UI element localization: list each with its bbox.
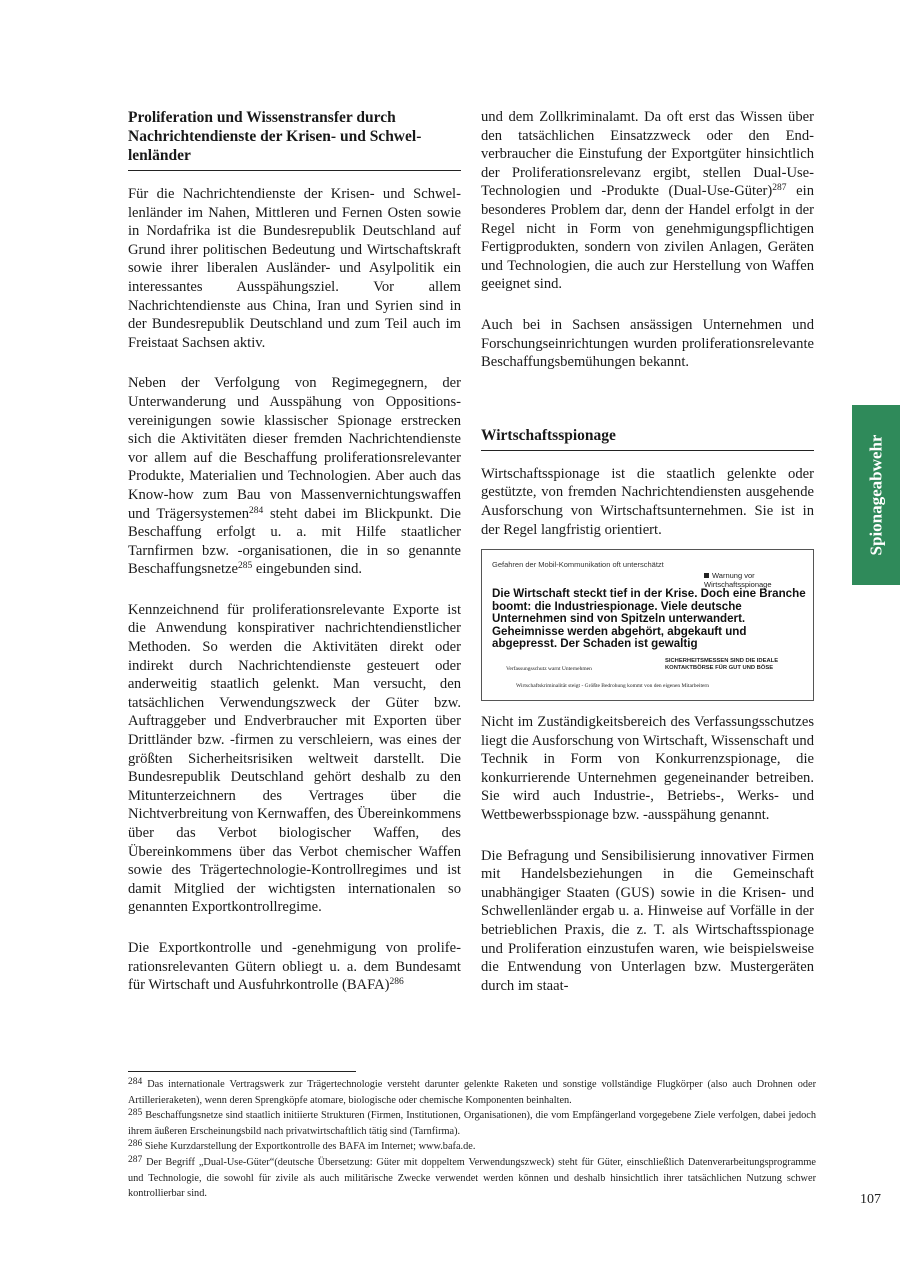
footnote-number: 286: [128, 1139, 143, 1150]
paragraph-text: und dem Zollkriminalamt. Da oft erst das Wissen über den tatsächlichen Einsatzzweck oder den Endverbraucher die Einstufung der Exportgüter hinsichtlich der Proliferationsrelevanz ergibt, stellen Dual-Use-Technologien und -Produkte (Dual-Use-Güter): [481, 109, 814, 200]
paragraph: Auch bei in Sachsen ansässigen Unternehmen und Forschungseinrichtungen wurden proliferationsrelevante Beschaffungsbemühungen bekannt.: [481, 316, 814, 371]
clipping-warning-line: Warnung vor: [712, 571, 755, 581]
clipping-main-headline: Die Wirtschaft steckt tief in der Krise. Doch eine Branche boomt: die Industriespionage. Viele deutsche Unternehmen sind von Spitzeln unterwandert. Geheimnisse werden abgehört, abgekauft und abgepresst. Der Schaden ist gewaltig: [492, 587, 806, 651]
footnote-ref[interactable]: 287: [772, 183, 787, 194]
square-bullet-icon: [704, 573, 709, 578]
footnote-ref[interactable]: 285: [237, 561, 253, 572]
footnote-text: Das internationale Vertragswerk zur Trägertechnologie versteht darunter gelenkte Raketen und sonstige vollständige Flugkörper (also auch Drohnen oder Artillerieraketen), wenn deren Sprengköpfe atomare, biologische oder chemische Komponenten beinhalten.: [128, 1079, 817, 1106]
paragraph: Die Befragung und Sensibilisierung innovativer Firmen mit Handelsbeziehungen in die Gemeinschaft unabhängiger Staaten (GUS) sowie in die Krisen- und Schwellenländer ergab u. a. Hinweise auf Vorfälle in der betrieblichen Praxis, die z. T. als Wirtschaftsspionage und Proliferation einzustufen waren, wie beispielsweise die Entwendung von Unterlagen bzw. Mustergeräten durch im staat-: [481, 847, 814, 994]
clipping-subheadline: Wirtschaftskriminalität steigt - Größte Bedrohung kommt von den eigenen Mitarbeitern: [516, 683, 709, 690]
paragraph: [128, 374, 461, 579]
paragraph: Für die Nachrichtendienste der Krisen- und Schwellenländer im Nahen, Mittleren und Fernen Osten sowie in Nordafrika ist die Bundesrepublik Deutschland auf Grund ihrer politischen Bedeutung und Wirtschaftskraft sowie ihrer liberalen Ausländer- und Asylpolitik ein interessantes Ausspähungsziel. Vor allem Nachrichtendienste aus China, Iran und Syrien sind in der Bundesrepublik Deutschland und zum Teil auch im Freistaat Sachsen aktiv.: [128, 186, 461, 351]
paragraph: Wirtschaftsspionage ist die staatlich gelenkte oder gestützte, von fremden Nachrichtendiensten ausgehende Ausforschung von Wirtschaftsunternehmen. Sie ist in der Regel langfristig orientiert.: [481, 465, 814, 538]
paragraph-text: Die Exportkontrolle und -genehmigung von proliferationsrelevanten Gütern obliegt u. a. dem Bundesamt für Wirtschaft und Ausfuhrkontrolle (BAFA): [128, 939, 461, 994]
paragraph: Nicht im Zuständigkeitsbereich des Verfassungsschutzes liegt die Ausforschung von Wirtschaft, Wissenschaft und Technik in Form von Konkurrenzspionage, die konkurrierende Unternehmen gegeneinander betreiben. Sie wird auch Industrie-, Betriebs-, Werks- und Wettbewerbsspionage bzw. -ausspähung genannt.: [481, 714, 814, 824]
section-heading-proliferation: Proliferation und Wissenstransfer durch Nachrichtendienste der Krisen- und Schwellenländer: [128, 108, 461, 171]
paragraph-text: eingebunden sind.: [252, 561, 363, 578]
footnote-text: Der Begriff „Dual-Use-Güter“(deutsche Übersetzung: Güter mit doppeltem Verwendungszweck) steht für Güter, einschließlich Datenverarbeitungsprogramme und Technologie, die sowohl für zivile als auch militärische Zwecke verwendet werden können und deshalb hinsichtlich ihrer tatsächlichen Nutzung schwer kontrollierbar sind.: [128, 1156, 816, 1200]
footnote-number: 284: [128, 1077, 143, 1087]
footnote-divider: [128, 1071, 356, 1072]
footnote-number: 285: [128, 1108, 143, 1119]
footnote: [128, 1108, 816, 1139]
footnote-number: 287: [128, 1154, 143, 1165]
left-column: [128, 108, 461, 1017]
clipping-caps-headline: [665, 658, 778, 671]
clipping-warning-line: Wirtschaftsspionage: [704, 579, 772, 589]
paragraph: Kennzeichnend für proliferationsrelevante Exporte ist die Anwendung konspirativer nachrichtendienstlicher Methoden. So werden die Aktivitäten direkt oder indirekt durch Nachrichtendienste gesteuert oder anderweitig staatlich gelenkt. Man versucht, den tatsächlichen Verwendungszweck der Güter bzw. Auftraggeber und Endverbraucher mit Exporten über Drittländer bzw. -firmen zu verschleiern, was eines der größten Sicherheitsrisiken weltweit darstellt. Die Bundesrepublik Deutschland gehört deshalb zu den Mitunterzeichnern des Vertrages über die Nichtverbreitung von Kernwaffen, des Übereinkommens über das Verbot biologischer Waffen, des Übereinkommens über das Verbot chemischer Waffen sowie des Trägertechnologie-Kontrollregimes und ist damit Mitglied der wichtigsten internationalen so genannten Exportkontrollregime.: [128, 601, 461, 916]
footnote: [128, 1139, 816, 1155]
chapter-tab-label: Spionageabwehr: [866, 434, 886, 556]
chapter-tab-spionageabwehr[interactable]: [852, 405, 900, 585]
footnote: [128, 1155, 816, 1202]
footnote-text: Beschaffungsnetze sind staatlich initiierte Strukturen (Firmen, Institutionen, Organisationen), die vom Empfängerland vorgegebene Ziele verfolgen, dabei jedoch ihrem äußeren Erscheinungsbild nach privatwirtschaftlich tätig sind (Tarnfirma).: [128, 1110, 817, 1137]
paragraph: [481, 108, 814, 294]
clipping-caps-line: SICHERHEITSMESSEN SIND DIE IDEALE: [665, 658, 779, 665]
clipping-subheadline: Verfassungsschutz warnt Unternehmen: [506, 666, 592, 673]
paragraph-text: Neben der Verfolgung von Regimegegnern, der Unterwanderung und Ausspähung von Oppositionsvereinigungen sowie klassischer Spionage erstrecken sich die Aktivitäten dieser fremden Nachrichtendienste vor allem auf die Beschaffung proliferationsrelevanter Produkte, Materialien und Technologien. Aber auch das Know-how zum Bau von Massenvernichtungswaffen und Trägersystemen: [128, 375, 461, 522]
paragraph: [128, 939, 461, 995]
footnotes: [128, 1077, 816, 1202]
spacer: [481, 394, 814, 426]
footnote-text: Siehe Kurzdarstellung der Exportkontrolle des BAFA im Internet; www.bafa.de.: [144, 1141, 476, 1153]
paragraph-text: ein besonderes Problem dar, denn der Handel erfolgt in der Regel nicht in Form von genehmigungspflichtigen Fertigprodukten, sondern von zivilen Anlagen, Geräten und Technologien, die auch zur Herstellung von Waffen geeignet sind.: [481, 183, 815, 293]
page-number: 107: [860, 1192, 881, 1207]
footnote: [128, 1077, 816, 1108]
clipping-caps-line: KONTAKTBÖRSE FÜR GUT UND BÖSE: [665, 664, 774, 671]
section-heading-wirtschaftsspionage: Wirtschaftsspionage: [481, 426, 814, 451]
footnote-ref[interactable]: 286: [389, 977, 404, 988]
footnote-ref[interactable]: 284: [249, 505, 264, 516]
right-column: [481, 108, 814, 1017]
newspaper-clippings-figure: [481, 549, 814, 701]
clipping-headline-small: Gefahren der Mobil-Kommunikation oft unterschätzt: [492, 560, 664, 570]
paragraph-text: steht dabei im Blickpunkt. Die Beschaffung erfolgt u. a. mit Hilfe staatlicher Tarnfirmen bzw. -organisationen, die in so genannte Beschaffungsnetze: [128, 505, 461, 578]
